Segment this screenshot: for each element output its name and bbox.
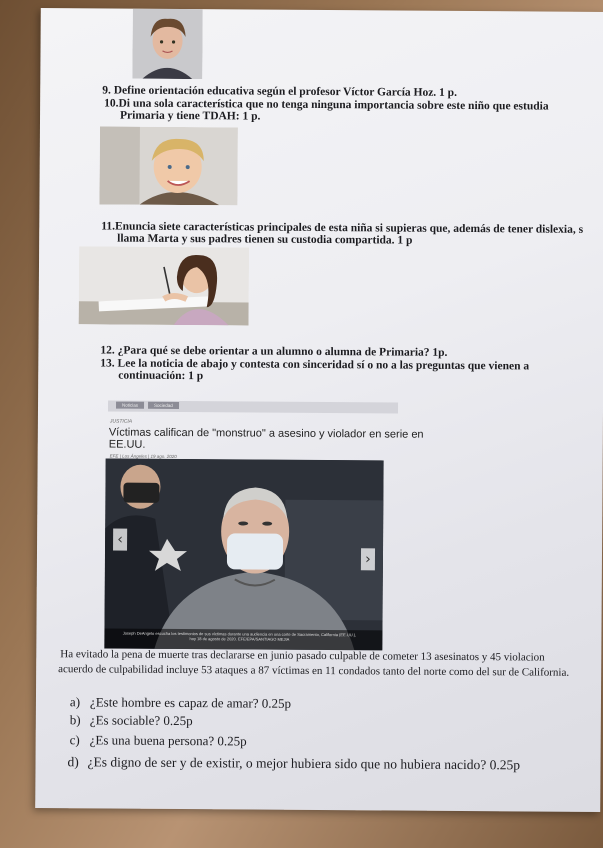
item-b-letter: b) (69, 712, 81, 728)
prev-arrow-icon[interactable]: ‹ (113, 529, 127, 551)
caption-line2: hoy 18 de agosto de 2020. EFE/EPA/SANTIAGO MEJIA (189, 636, 290, 642)
question-11-line1: 11.Enuncia siete características principales de esta niña si supieras que, además de tener dislexia, s (101, 220, 584, 236)
news-photo (104, 459, 383, 651)
caption-line1: Joseph DeAngelo escucha los testimonios de sus víctimas durante una audiencia en una corte de Sacramento, California (EE.UU.), (122, 630, 357, 638)
crumb-sociedad[interactable]: Sociedad (148, 402, 179, 409)
item-c-letter: c) (69, 732, 80, 748)
question-11-line2: llama Marta y sus padres tienen su custodia compartida. 1 p (117, 232, 413, 247)
question-13-line2: continuación: 1 p (118, 369, 204, 383)
item-a-text: ¿Este hombre es capaz de amar? 0.25p (89, 694, 292, 711)
news-section-label: JUSTICIA (109, 418, 133, 425)
question-10-line1: 10.Di una sola característica que no tenga ninguna importancia sobre este niño que estudia (104, 97, 549, 113)
question-10-line2: Primaria y tiene TDAH: 1 p. (120, 109, 261, 123)
question-9: 9. Define orientación educativa según el profesor Víctor García Hoz. 1 p. (102, 84, 458, 99)
item-b (70, 712, 193, 728)
news-breadcrumb (116, 402, 183, 409)
item-a (70, 694, 291, 711)
item-a-letter: a) (69, 694, 81, 710)
next-arrow-icon[interactable]: › (361, 548, 375, 570)
girl-writing-photo (79, 246, 250, 325)
question-12: 12. ¿Para qué se debe orientar a un alumno o alumna de Primaria? 1p. (100, 344, 448, 359)
news-photo-caption (114, 631, 364, 643)
item-c (70, 732, 247, 748)
crumb-noticias[interactable]: Noticias (116, 402, 144, 409)
news-headline: Víctimas califican de "monstruo" a asesino y violador en serie en EE.UU. (108, 426, 424, 451)
item-b-text: ¿Es sociable? 0.25p (89, 712, 193, 729)
item-d-text: ¿Es digno de ser y de existir, o mejor hubiera sido que no hubiera nacido? 0.25p (87, 754, 521, 773)
boy-photo (132, 9, 202, 79)
blond-boy-photo (99, 126, 238, 205)
news-meta: EFE | Los Ángeles | 19 ago. 2020 (109, 453, 177, 459)
question-13-line1: 13. Lee la noticia de abajo y contesta con sinceridad sí o no a las preguntas que vienen a (100, 357, 530, 373)
item-c-text: ¿Es una buena persona? 0.25p (89, 732, 247, 749)
item-d (67, 754, 520, 772)
paragraph-line1: Ha evitado la pena de muerte tras declararse en junio pasado culpable de cometer 13 asesinatos y 45 violacion (60, 648, 545, 664)
paragraph-line2: acuerdo de culpabilidad incluye 53 ataques a 87 víctimas en 11 condados tanto del norte como del sur de California. (58, 663, 570, 679)
item-d-letter: d) (67, 754, 79, 770)
exam-sheet (35, 8, 603, 812)
